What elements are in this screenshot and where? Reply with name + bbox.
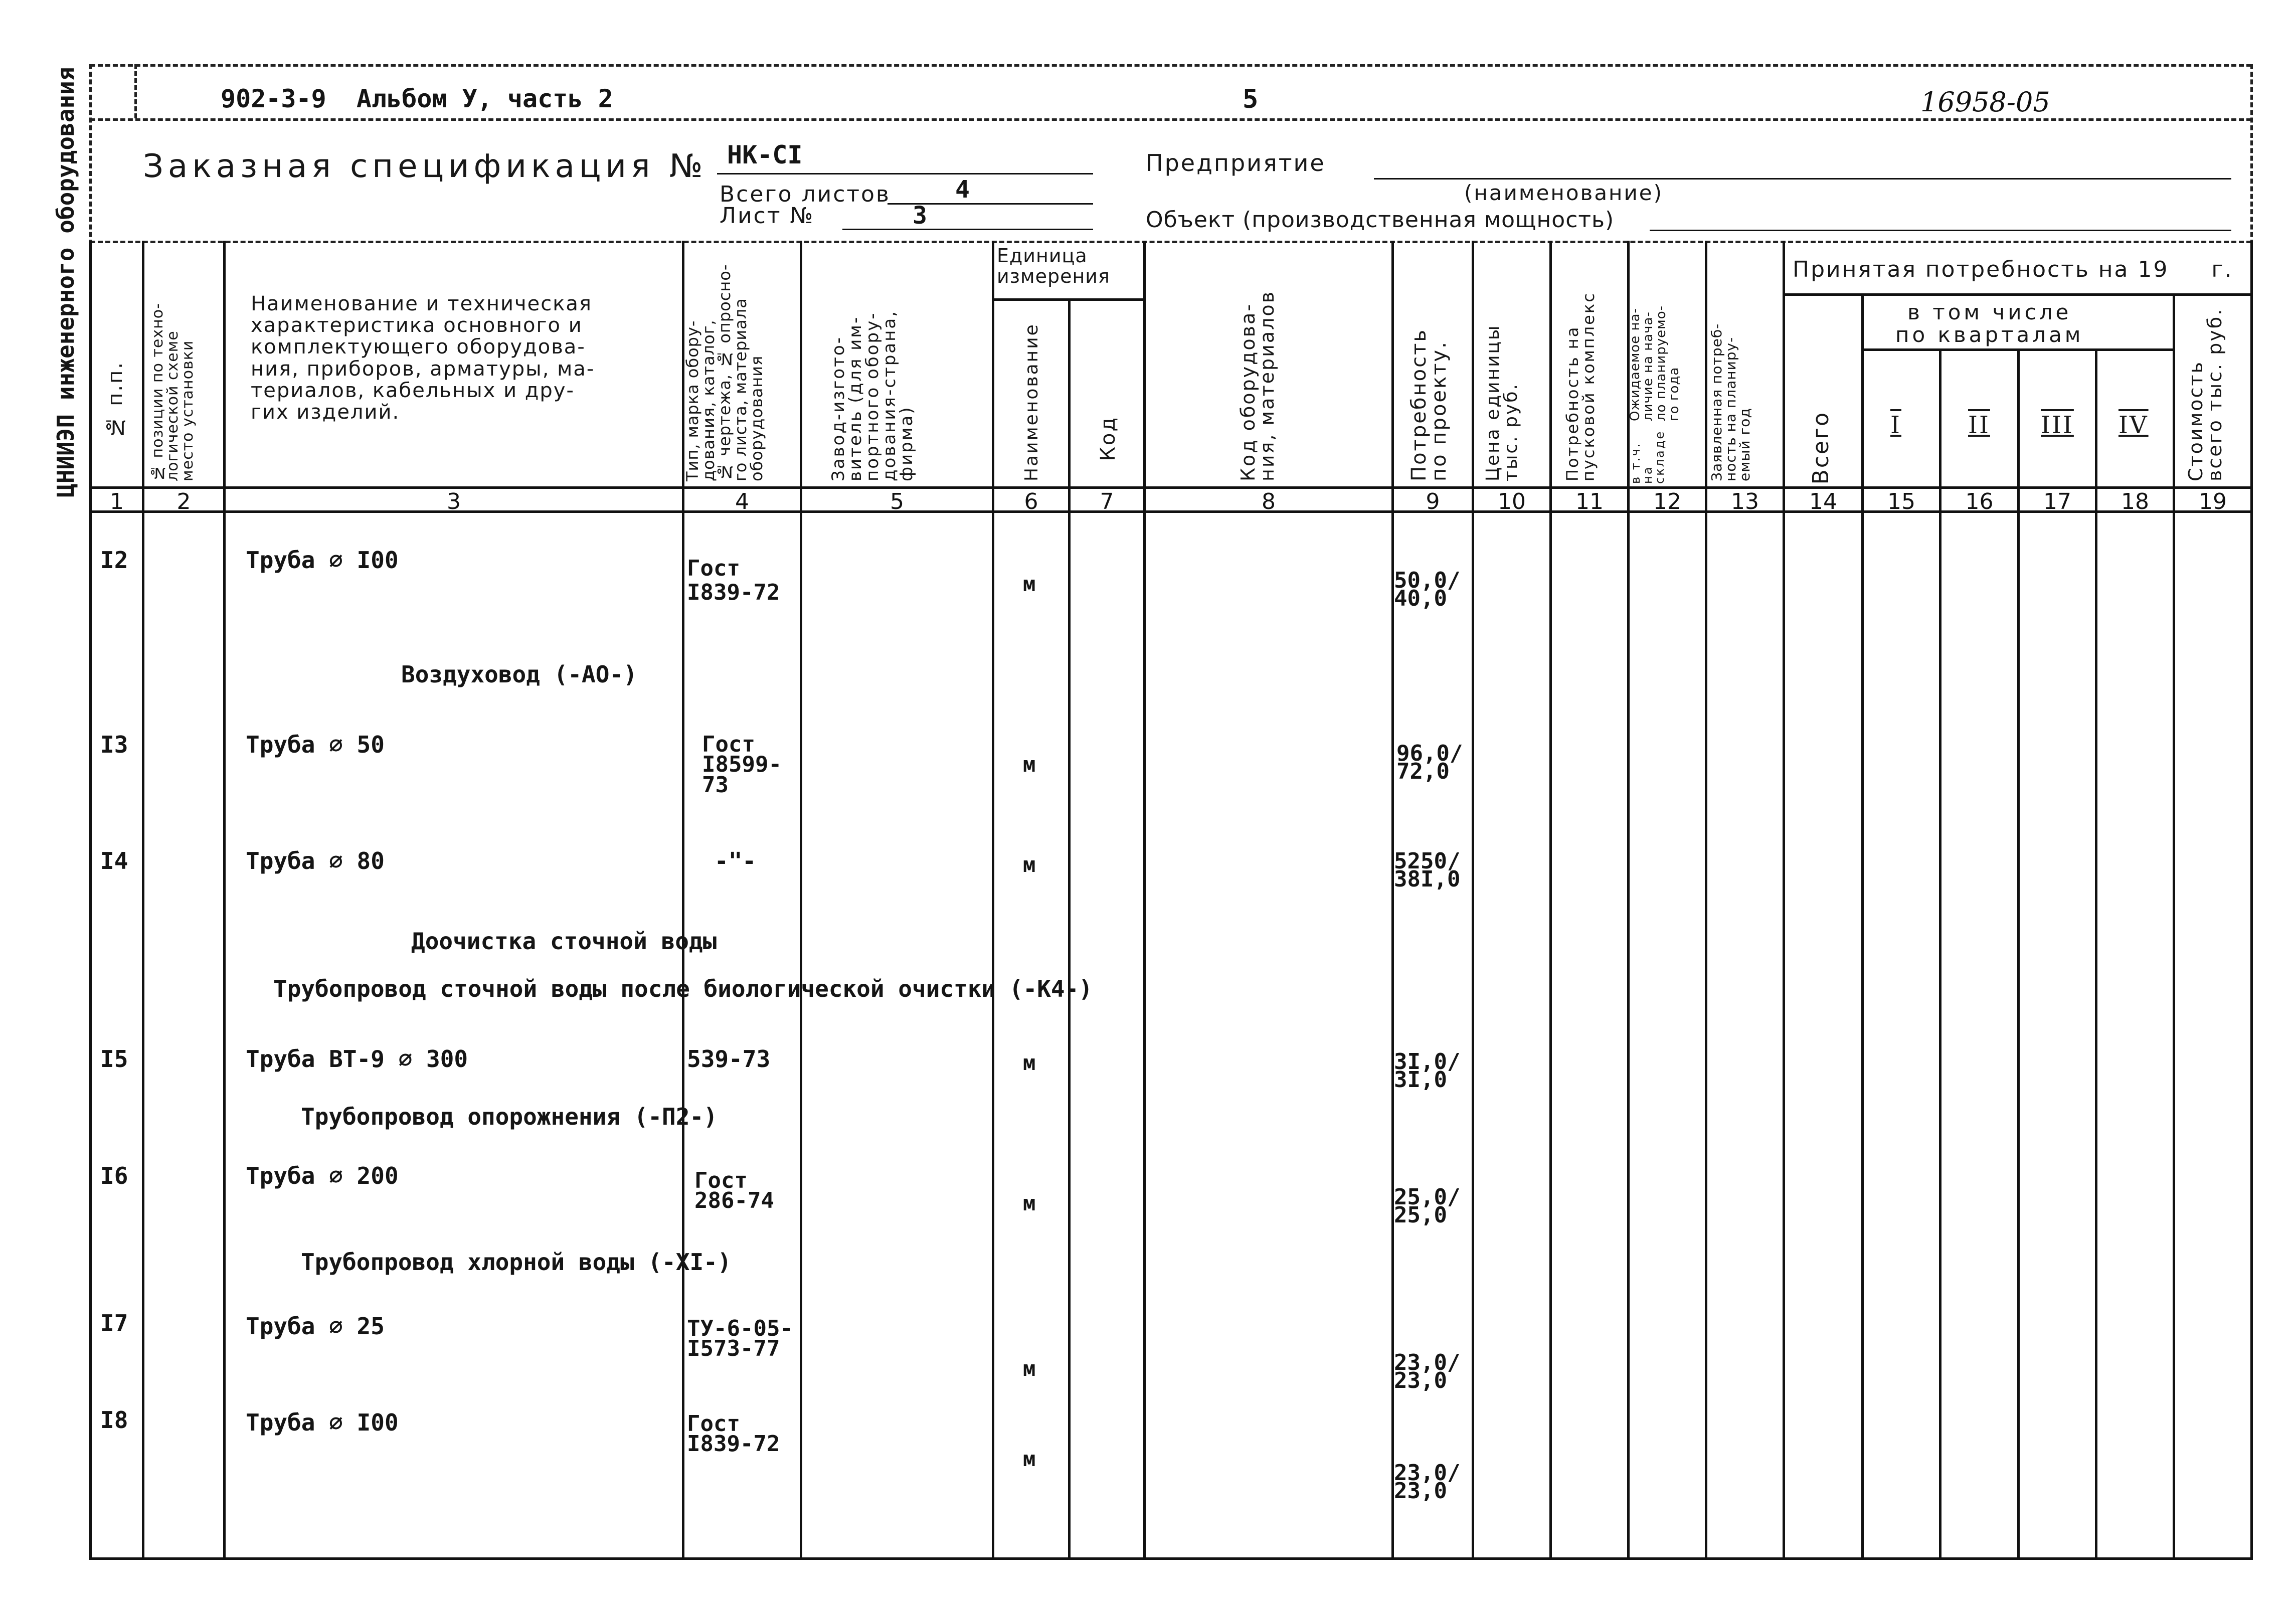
unit-group-line [992, 298, 1143, 301]
row-unit: м [1023, 752, 1036, 777]
section-title-post-treatment: Доочистка сточной воды [411, 928, 717, 955]
enterprise-underline [1374, 178, 2231, 180]
row-doc: ТУ-6-05- I573-77 [687, 1316, 793, 1362]
total-sheets-label: Всего листов [720, 182, 891, 207]
section-title-drain-pipeline: Трубопровод опорожнения (-П2-) [301, 1103, 718, 1130]
name-hint: (наименование) [1464, 181, 1664, 205]
row-need: 25,0/ 25,0 [1394, 1184, 1461, 1228]
sheet-label: Лист № [720, 203, 815, 229]
col2-header: № позиции по техно- логической схеме место установки [149, 303, 197, 481]
col-sep-6 [1068, 298, 1071, 1559]
page-number: 5 [1243, 84, 1259, 114]
col-sep-17 [2095, 348, 2097, 1559]
colnum-17: 17 [2043, 489, 2071, 514]
colnum-16: 16 [1965, 489, 1994, 514]
total-sheets-value: 4 [955, 175, 970, 204]
spec-title: Заказная спецификация № [143, 148, 708, 185]
col8-header: Код оборудова- ния, материалов [1237, 290, 1278, 481]
colnum-19: 19 [2199, 489, 2227, 514]
header-col-split [134, 64, 137, 118]
object-label: Объект (производственная мощность) [1146, 207, 1615, 233]
colnum-18: 18 [2121, 489, 2149, 514]
colnum-13: 13 [1731, 489, 1759, 514]
colnum-14: 14 [1809, 489, 1837, 514]
table-bottom-border [89, 1557, 2253, 1560]
side-organization-label: ЦНИИЭП инженерного оборудования [52, 67, 79, 497]
spec-number: НК-СI [727, 140, 803, 169]
section-title-chlorine-pipeline: Трубопровод хлорной воды (-XI-) [301, 1249, 732, 1276]
colnum-1: 1 [110, 489, 124, 514]
row-num: I4 [100, 847, 128, 874]
row-num: I5 [100, 1045, 128, 1073]
colnum-10: 10 [1498, 489, 1526, 514]
sheet-underline [842, 229, 1093, 230]
colnum-7: 7 [1100, 489, 1114, 514]
col4-header: Тип, марка обору- дования, каталог, № чертежа, № опросно- го листа, материала оборудования [683, 264, 766, 481]
colnum-2: 2 [176, 489, 191, 514]
row-name: Труба ∅ 200 [246, 1162, 399, 1189]
col-sep-5 [992, 241, 994, 1559]
row-doc: Гост I839-72 [687, 1411, 780, 1457]
accepted-line [1783, 293, 2251, 296]
q1-header: I [1890, 411, 1901, 439]
row-doc: 539-73 [687, 1045, 771, 1073]
row-doc: -"- [715, 847, 757, 874]
row-unit: м [1023, 1191, 1036, 1215]
quarters-header: в том числе по кварталам [1895, 300, 2084, 347]
row-doc: Гост I839-72 [687, 556, 780, 605]
row-unit: м [1023, 1356, 1036, 1381]
enterprise-label: Предприятие [1146, 149, 1326, 176]
col-sep-13 [1783, 241, 1785, 1559]
col5-header: Завод-изгото- витель (для им- портного обору- дования-страна, фирма) [828, 309, 917, 481]
row-name: Труба ∅ 50 [246, 731, 385, 758]
row-unit: м [1023, 1447, 1036, 1471]
col10-header: Цена единицы тыс. руб. [1483, 324, 1521, 481]
row-name: Труба ∅ 25 [246, 1313, 385, 1340]
col-sep-12 [1705, 241, 1707, 1559]
unit-group-header: Единица измерения [997, 245, 1110, 288]
header-top-line [90, 64, 2251, 67]
row-need: 96,0/ 72,0 [1396, 741, 1463, 785]
colnum-15: 15 [1887, 489, 1915, 514]
album-label: 902-3-9 Альбом У, часть 2 [221, 84, 613, 113]
q2-header: II [1968, 411, 1990, 439]
row-num: I2 [100, 547, 128, 574]
sheet-value: 3 [913, 202, 927, 230]
spec-number-underline [717, 173, 1093, 174]
row-doc: Гост 286-74 [694, 1168, 774, 1214]
col9-header: Потребность по проекту. [1407, 328, 1451, 481]
row-name: Труба ВТ-9 ∅ 300 [246, 1045, 468, 1073]
frame-left-dashed [89, 64, 92, 245]
col14-header: Всего [1808, 411, 1834, 485]
section-title-air-duct: Воздуховод (-АО-) [401, 661, 637, 688]
object-underline [1650, 230, 2231, 231]
row-doc: Гост I8599- 73 [702, 732, 782, 798]
row-name: Труба ∅ I00 [246, 547, 399, 574]
row-name: Труба ∅ 80 [246, 847, 385, 874]
col3-header: Наименование и техническая характеристика основного и комплектующего оборудова- ния, приборов, арматуры, ма- териалов, кабельных и дру- гих изделий. [251, 292, 595, 424]
col12-header-top: Ожидаемое на- личие на нача- ло планируемо- го года [1628, 305, 1682, 421]
colnum-11: 11 [1575, 489, 1604, 514]
col-sep-18 [2173, 293, 2175, 1559]
col-sep-9 [1472, 241, 1474, 1559]
col-sep-4 [800, 241, 802, 1559]
col19-header: Стоимость всего тыс. руб. [2185, 307, 2226, 481]
row-name: Труба ∅ I00 [246, 1409, 399, 1436]
row-need: 23,0/ 23,0 [1394, 1350, 1461, 1394]
title-bottom-line [90, 241, 2251, 243]
q4-header: IV [2118, 411, 2149, 439]
row-need: 3I,0/ 3I,0 [1394, 1049, 1461, 1093]
col12-header-bottom: в т.ч. на складе [1629, 430, 1667, 484]
colnum-6: 6 [1024, 489, 1038, 514]
doc-code: 16958-05 [1920, 86, 2050, 118]
col7-header: Код [1097, 416, 1120, 461]
col-sep-1 [142, 241, 144, 1559]
row-unit: м [1023, 1050, 1036, 1075]
colnum-9: 9 [1426, 489, 1440, 514]
row-unit: м [1023, 852, 1036, 877]
q3-header: III [2041, 411, 2074, 439]
colnum-5: 5 [890, 489, 904, 514]
colnum-4: 4 [735, 489, 749, 514]
col-sep-10 [1549, 241, 1552, 1559]
col13-header: Заявленная потреб- ность на планиру- емый год [1708, 323, 1753, 481]
col-sep-15 [1939, 348, 1941, 1559]
colnum-3: 3 [447, 489, 461, 514]
row-num: I7 [100, 1310, 128, 1337]
colnum-8: 8 [1262, 489, 1276, 514]
row-num: I6 [100, 1162, 128, 1189]
col11-header: Потребность на пусковой комплекс [1563, 292, 1598, 481]
accepted-header: Принятая потребность на 19 г. [1793, 257, 2233, 282]
row-need: 5250/ 38I,0 [1394, 848, 1461, 893]
table-left-border [89, 241, 92, 1559]
quarters-line [1861, 348, 2173, 351]
col-sep-16 [2017, 348, 2020, 1559]
col-sep-7 [1143, 241, 1146, 1559]
row-need: 23,0/ 23,0 [1394, 1460, 1461, 1504]
row-num: I3 [100, 731, 128, 758]
frame-right-dashed [2250, 64, 2253, 245]
row-unit: м [1023, 572, 1036, 596]
col1-header: № п.п. [104, 361, 127, 439]
col6-header: Наименование [1021, 323, 1042, 481]
col-sep-14 [1861, 293, 1864, 1559]
section-title-sewage-pipeline: Трубопровод сточной воды после биологической очистки (-К4-) [273, 975, 1093, 1002]
row-num: I8 [100, 1406, 128, 1434]
header-sep-line [90, 118, 2251, 121]
colnum-12: 12 [1653, 489, 1681, 514]
col-sep-2 [223, 241, 226, 1559]
table-right-border [2250, 241, 2253, 1559]
row-need: 50,0/ 40,0 [1394, 568, 1461, 612]
